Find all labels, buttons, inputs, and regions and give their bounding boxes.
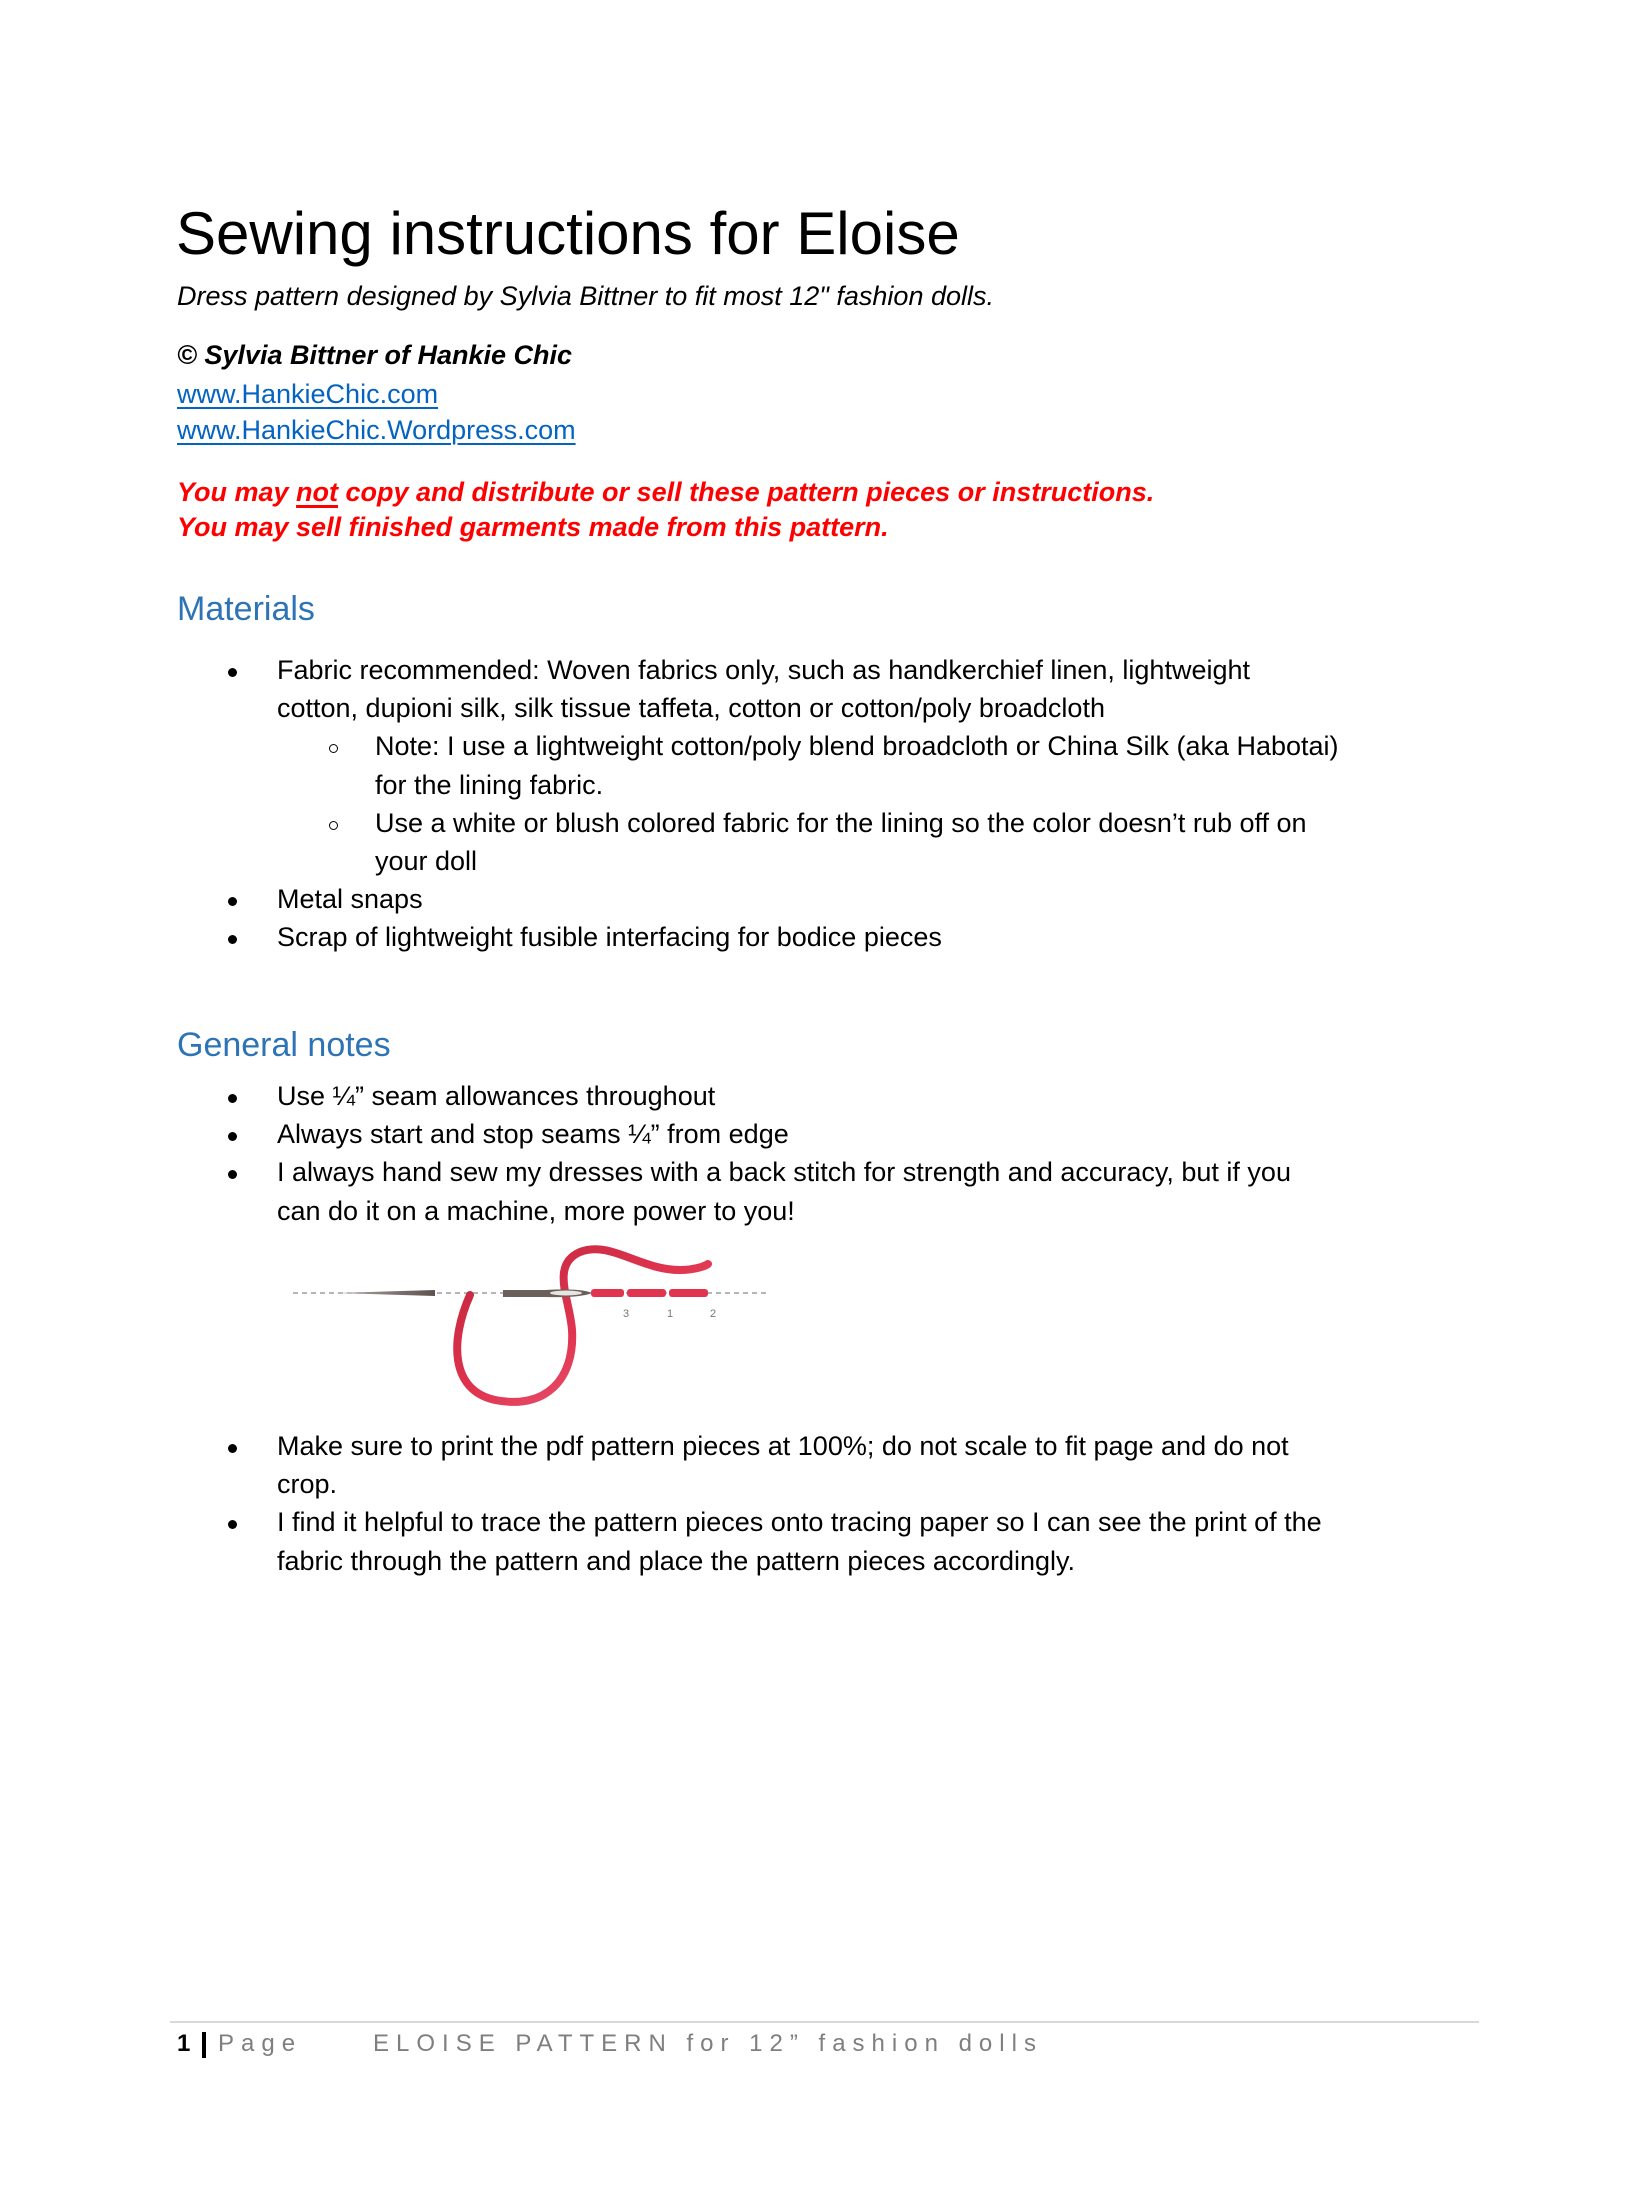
list-item-line: Make sure to print the pdf pattern pieces at 100%; do not scale to fit page and do not	[277, 1431, 1289, 1461]
notice-text: copy and distribute or sell these pattern pieces or instructions.	[338, 477, 1155, 507]
list-item-line: for the lining fabric.	[375, 769, 604, 800]
copyright-line: © Sylvia Bittner of Hankie Chic	[177, 340, 572, 370]
materials-heading: Materials	[177, 590, 315, 628]
general-notes-heading: General notes	[177, 1026, 391, 1064]
back-stitch-illustration	[280, 1240, 780, 1420]
list-item-line: I find it helpful to trace the pattern pieces onto tracing paper so I can see the print of the	[277, 1507, 1322, 1538]
bullet-icon	[228, 1520, 237, 1529]
bullet-icon	[228, 1444, 237, 1453]
notice-emphasis: not	[296, 477, 339, 507]
bullet-icon	[228, 1170, 237, 1179]
footer-document-title: ELOISE PATTERN for 12” fashion dolls	[373, 2030, 1043, 2057]
list-item-line: Use a white or blush colored fabric for the lining so the color doesn’t rub off on	[375, 807, 1307, 838]
bullet-icon	[228, 668, 237, 677]
list-item-line: fabric through the pattern and place the pattern pieces accordingly.	[277, 1545, 1076, 1576]
thread	[457, 1249, 708, 1402]
bullet-icon	[228, 1132, 237, 1141]
list-item-line: Fabric recommended: Woven fabrics only, such as handkerchief linen, lightweight	[277, 655, 1250, 685]
page-label: Page	[218, 2030, 303, 2057]
stitch-label: 2	[710, 1308, 717, 1320]
stitch-1	[627, 1289, 666, 1297]
bullet-icon	[228, 935, 237, 944]
footer-divider	[170, 2021, 1479, 2023]
copyright-notice-line-2: You may sell finished garments made from this pattern.	[177, 512, 889, 542]
list-item-line: crop.	[277, 1469, 338, 1500]
list-item-line: Always start and stop seams ¼” from edge	[277, 1119, 789, 1150]
list-item-line: Scrap of lightweight fusible interfacing for bodice pieces	[277, 922, 942, 953]
website-link[interactable]: www.HankieChic.com	[177, 379, 439, 409]
list-item-line: your doll	[375, 846, 478, 876]
subtitle: Dress pattern designed by Sylvia Bittner to fit most 12" fashion dolls.	[177, 281, 994, 311]
page-number: 1	[177, 2030, 191, 2057]
sub-bullet-icon	[329, 821, 338, 830]
footer-separator	[202, 2032, 206, 2058]
stitch-label: 3	[623, 1308, 630, 1320]
list-item-line: I always hand sew my dresses with a back stitch for strength and accuracy, but if you	[277, 1157, 1291, 1188]
copyright-notice-line-1	[177, 479, 1154, 506]
bullet-icon	[228, 897, 237, 906]
list-item-line: Metal snaps	[277, 884, 423, 915]
list-item-line: can do it on a machine, more power to you!	[277, 1195, 795, 1226]
stitch-label: 1	[667, 1308, 674, 1320]
blog-link[interactable]: www.HankieChic.Wordpress.com	[177, 415, 576, 445]
list-item-line: Note: I use a lightweight cotton/poly blend broadcloth or China Silk (aka Habotai)	[375, 731, 1339, 762]
list-item-line: cotton, dupioni silk, silk tissue taffeta, cotton or cotton/poly broadcloth	[277, 693, 1105, 724]
stitch-3	[591, 1289, 624, 1297]
notice-text: You may	[177, 477, 297, 507]
needle-eye	[550, 1291, 582, 1296]
needle-tip	[335, 1290, 435, 1296]
sub-bullet-icon	[329, 744, 338, 753]
list-item-line: Use ¼” seam allowances throughout	[277, 1081, 716, 1111]
page-title: Sewing instructions for Eloise	[176, 200, 960, 267]
bullet-icon	[228, 1094, 237, 1103]
stitch-2	[669, 1289, 708, 1297]
